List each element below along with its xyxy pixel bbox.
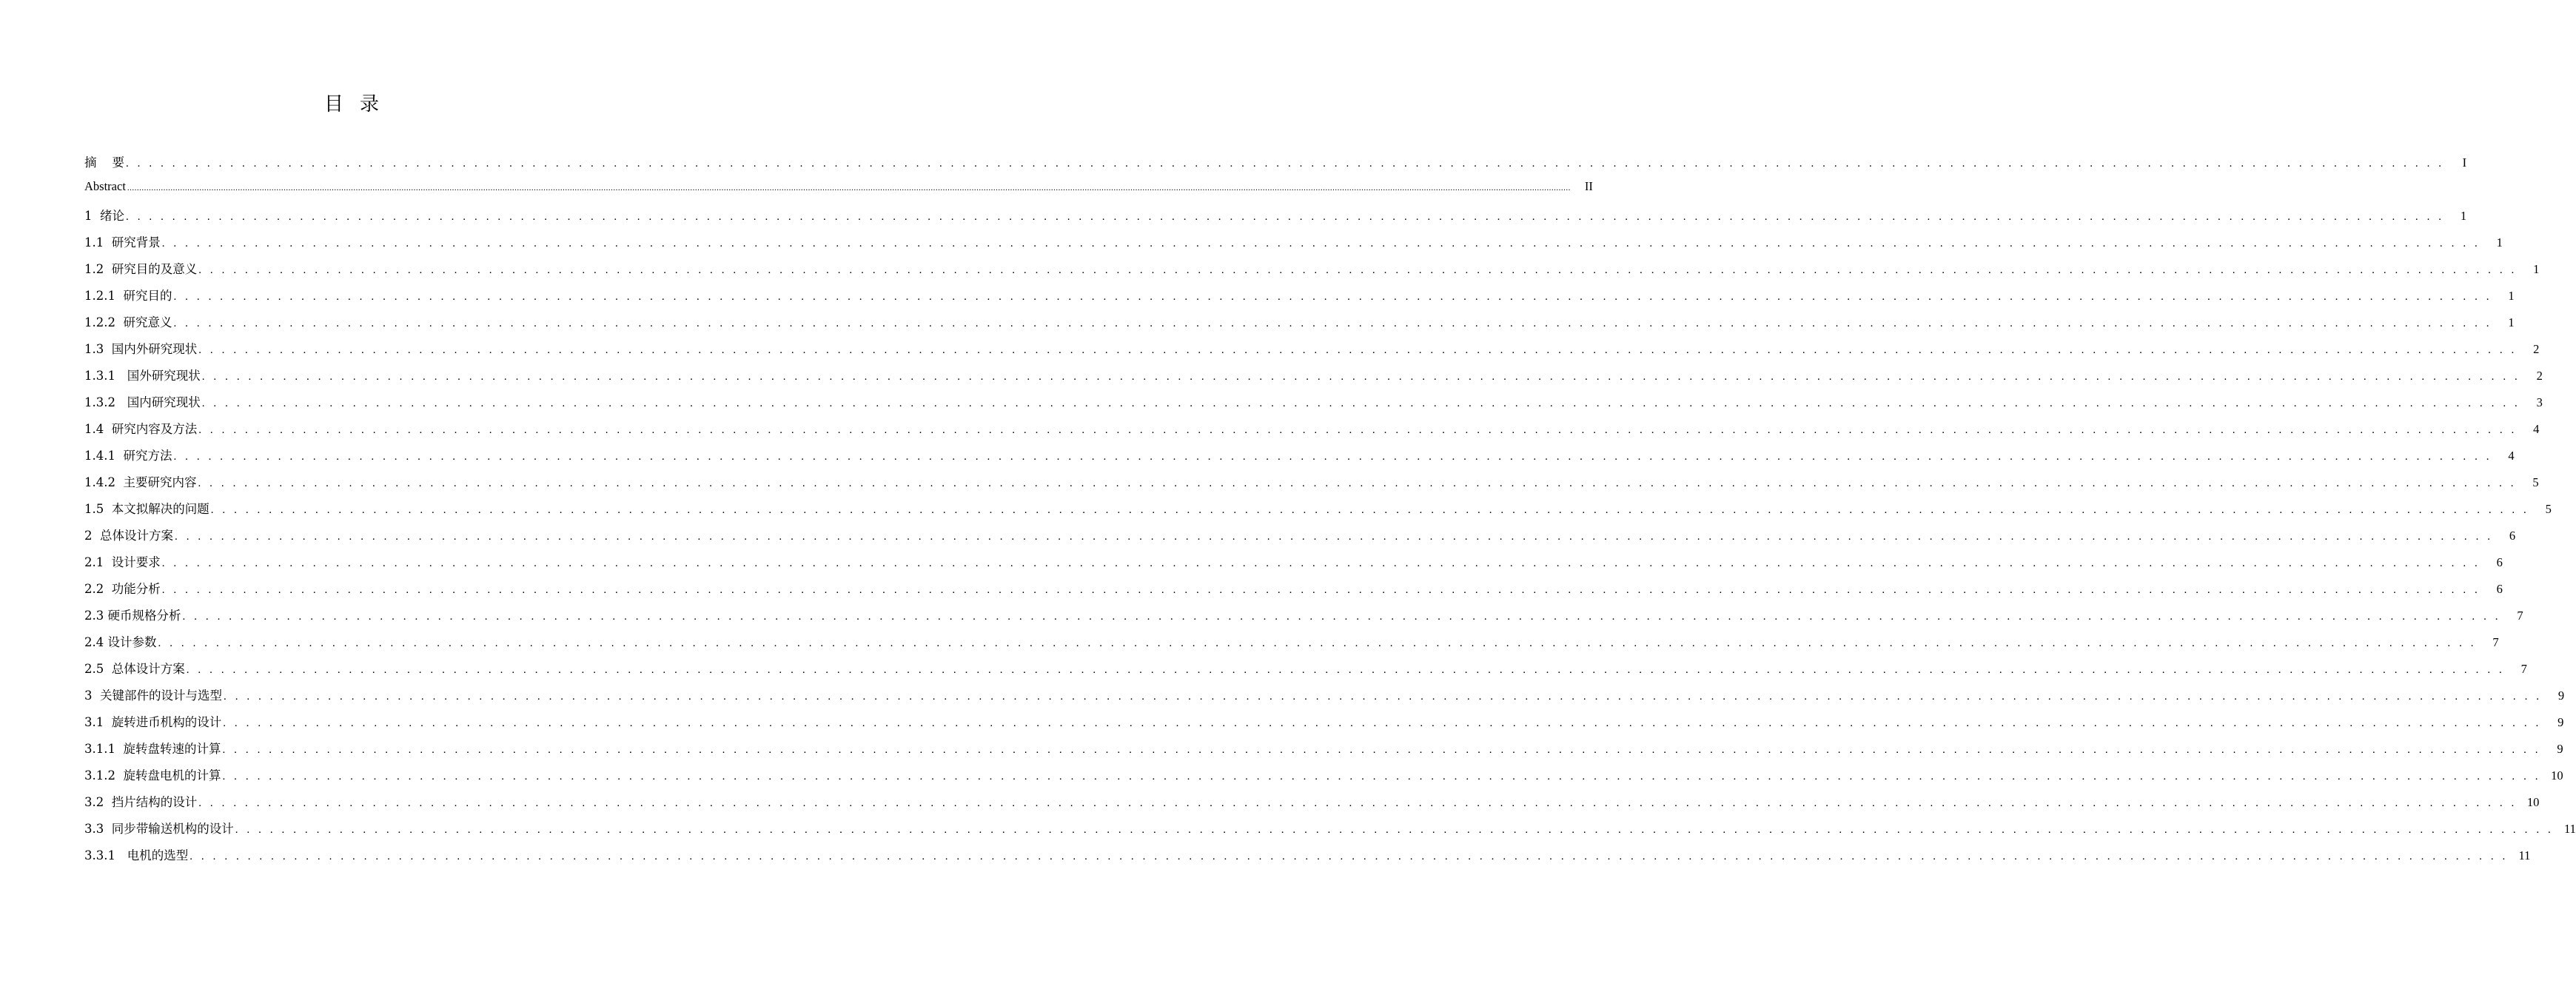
toc-entry[interactable] bbox=[84, 606, 2523, 632]
toc-entry[interactable] bbox=[84, 312, 2515, 339]
toc-entry[interactable] bbox=[84, 552, 2503, 579]
toc-dot-leader: . . . . . . . . . . . . . . . . . . . . . . . . . . . . . . . . . . . . . . . . . . . . . . . . . . . . . . . . . . . . . . . . . . . . . . . . . . . . . . . . . . . . . . . . . . . . . . . . . . . . . . . . . . . . . . . . . . . . . . . . . . . . . . . . . . . . . . . . . . . . . . . . . . . . . . . . . . . . . . . . . . . . . . . . . . . . . . . . . . . . . . . . . . . . . . . . . . . . . . . . bbox=[189, 851, 2509, 862]
toc-entry-label: 3.3.1 电机的选型 bbox=[84, 848, 189, 862]
toc-entry[interactable] bbox=[84, 232, 2503, 259]
toc-entry-page-number: 9 bbox=[2557, 689, 2565, 703]
toc-entry-page-number: 1 bbox=[2533, 262, 2540, 276]
toc-dot-leader: . . . . . . . . . . . . . . . . . . . . . . . . . . . . . . . . . . . . . . . . . . . . . . . . . . . . . . . . . . . . . . . . . . . . . . . . . . . . . . . . . . . . . . . . . . . . . . . . . . . . . . . . . . . . . . . . . . . . . . . . . . . . . . . . . . . . . . . . . . . . . . . . . . . . . . . . . . . . . . . . . . . . . . . . . . . . . . . . . . . . . . . . . . . . . . . . . . . . . . . . bbox=[158, 637, 2477, 649]
toc-entry-page-number: 10 bbox=[2551, 768, 2563, 783]
toc-entry[interactable] bbox=[84, 632, 2499, 659]
toc-entry-label: 1.4 研究内容及方法 bbox=[84, 422, 198, 436]
toc-entry-label: 1.2 研究目的及意义 bbox=[84, 262, 198, 276]
toc-entry[interactable] bbox=[84, 845, 2531, 872]
toc-entry[interactable] bbox=[84, 419, 2540, 446]
toc-entry-label: 2.2 功能分析 bbox=[84, 582, 161, 596]
toc-dot-leader: . . . . . . . . . . . . . . . . . . . . . . . . . . . . . . . . . . . . . . . . . . . . . . . . . . . . . . . . . . . . . . . . . . . . . . . . . . . . . . . . . . . . . . . . . . . . . . . . . . . . . . . . . . . . . . . . . . . . . . . . . . . . . . . . . . . . . . . . . . . . . . . . . . . . . . . . . . . . . . . . . . . . . . . . . . . . . . . . . . . . . . . . . . . . . . . . . . . . . . . . bbox=[161, 584, 2481, 596]
toc-title-char-1: 目 bbox=[323, 93, 343, 115]
toc-entry-page-number: 6 bbox=[2496, 582, 2503, 596]
toc-entry-page-number: 1 bbox=[2496, 235, 2503, 249]
toc-entry-page-number: 1 bbox=[2508, 289, 2515, 303]
toc-entry[interactable] bbox=[84, 206, 2467, 232]
toc-dot-leader: . . . . . . . . . . . . . . . . . . . . . . . . . . . . . . . . . . . . . . . . . . . . . . . . . . . . . . . . . . . . . . . . . . . . . . . . . . . . . . . . . . . . . . . . . . . . . . . . . . . . . . . . . . . . . . . . . . . . . . . . . . . . . . . . . . . . . . . . . . . . . . . . . . . . . . . . . . . . . . . . . . . . . . . . . . . . . . . . . . . . . . . . . . . . . . . . . . . . . . . . bbox=[175, 531, 2494, 543]
toc-entry[interactable] bbox=[84, 792, 2540, 819]
toc-dot-leader: . . . . . . . . . . . . . . . . . . . . . . . . . . . . . . . . . . . . . . . . . . . . . . . . . . . . . . . . . . . . . . . . . . . . . . . . . . . . . . . . . . . . . . . . . . . . . . . . . . . . . . . . . . . . . . . . . . . . . . . . . . . . . . . . . . . . . . . . . . . . . . . . . . . . . . . . . . . . . . . . . . . . . . . . . . . . . . . . . . . . . . . . . . . . . . . . . . . . . . . . bbox=[173, 451, 2492, 463]
toc-entry[interactable] bbox=[84, 579, 2503, 606]
toc-title bbox=[0, 89, 703, 116]
toc-entry[interactable] bbox=[84, 819, 2576, 845]
toc-entry-label: 1.2.1 研究目的 bbox=[84, 289, 172, 303]
toc-entry[interactable] bbox=[84, 765, 2563, 792]
toc-entry[interactable] bbox=[84, 392, 2543, 419]
toc-entry[interactable] bbox=[84, 286, 2515, 312]
toc-entry-page-number: I bbox=[2462, 155, 2467, 170]
toc-entry-label: 1.1 研究背景 bbox=[84, 235, 161, 249]
toc-entry[interactable] bbox=[84, 472, 2539, 499]
toc-dot-leader: . . . . . . . . . . . . . . . . . . . . . . . . . . . . . . . . . . . . . . . . . . . . . . . . . . . . . . . . . . . . . . . . . . . . . . . . . . . . . . . . . . . . . . . . . . . . . . . . . . . . . . . . . . . . . . . . . . . . . . . . . . . . . . . . . . . . . . . . . . . . . . . . . . . . . . . . . . . . . . . . . . . . . . . . . . . . . . . . . . . . . . . . . . . . . . . . . . . . . . . . bbox=[201, 398, 2520, 409]
table-of-contents bbox=[84, 153, 2576, 872]
toc-entry-page-number: 2 bbox=[2536, 369, 2543, 383]
toc-entry-label: 2 总体设计方案 bbox=[84, 529, 173, 543]
toc-entry-label: 2.1 设计要求 bbox=[84, 555, 161, 569]
toc-entry-label: 3 关键部件的设计与选型 bbox=[84, 689, 222, 703]
toc-entry-label: 1.5 本文拟解决的问题 bbox=[84, 502, 209, 516]
toc-entry-page-number: II bbox=[1584, 179, 1593, 193]
toc-entry-page-number: 10 bbox=[2526, 795, 2540, 809]
toc-entry-label: 3.2 挡片结构的设计 bbox=[84, 795, 198, 809]
toc-dot-leader: . . . . . . . . . . . . . . . . . . . . . . . . . . . . . . . . . . . . . . . . . . . . . . . . . . . . . . . . . . . . . . . . . . . . . . . . . . . . . . . . . . . . . . . . . . . . . . . . . . . . . . . . . . . . . . . . . . . . . . . . . . . . . . . . . . . . . . . . . . . . . . . . . . . . . . . . . . . . . . . . . . . . . . . . . . . . . . . . . . . . . . . . . . . . . . . . . . . . . . . . bbox=[198, 797, 2518, 809]
toc-entry[interactable] bbox=[84, 446, 2515, 472]
toc-dot-leader: . . . . . . . . . . . . . . . . . . . . . . . . . . . . . . . . . . . . . . . . . . . . . . . . . . . . . . . . . . . . . . . . . . . . . . . . . . . . . . . . . . . . . . . . . . . . . . . . . . . . . . . . . . . . . . . . . . . . . . . . . . . . . . . . . . . . . . . . . . . . . . . . . . . . . . . . . . . . . . . . . . . . . . . . . . . . . . . . . . . . . . . . . . . . . . . . . . . . . . . . bbox=[125, 158, 2445, 170]
toc-entry[interactable] bbox=[84, 739, 2563, 765]
toc-dot-leader: . . . . . . . . . . . . . . . . . . . . . . . . . . . . . . . . . . . . . . . . . . . . . . . . . . . . . . . . . . . . . . . . . . . . . . . . . . . . . . . . . . . . . . . . . . . . . . . . . . . . . . . . . . . . . . . . . . . . . . . . . . . . . . . . . . . . . . . . . . . . . . . . . . . . . . . . . . . . . . . . . . . . . . . . . . . . . . . . . . . . . . . . . . . . . . . . . . . . . . . . bbox=[173, 291, 2492, 303]
toc-entry-label: 3.1.2 旋转盘电机的计算 bbox=[84, 768, 221, 783]
toc-dot-leader: . . . . . . . . . . . . . . . . . . . . . . . . . . . . . . . . . . . . . . . . . . . . . . . . . . . . . . . . . . . . . . . . . . . . . . . . . . . . . . . . . . . . . . . . . . . . . . . . . . . . . . . . . . . . . . . . . . . . . . . . . . . . . . . . . . . . . . . . . . . . . . . . . . . . . . . . . . . . . . . . . . . . . . . . . . . . . . . . . . . . . . . . . . . . . . . . . . . . . . . . bbox=[224, 691, 2543, 703]
toc-entry-page-number: 7 bbox=[2492, 635, 2499, 649]
toc-entry-page-number: 6 bbox=[2496, 555, 2503, 569]
toc-dot-leader: . . . . . . . . . . . . . . . . . . . . . . . . . . . . . . . . . . . . . . . . . . . . . . . . . . . . . . . . . . . . . . . . . . . . . . . . . . . . . . . . . . . . . . . . . . . . . . . . . . . . . . . . . . . . . . . . . . . . . . . . . . . . . . . . . . . . . . . . . . . . . . . . . . . . . . . . . . . . . . . . . . . . . . . . . . . . . . . . . . . . . . . . . . . . . . . . . . . . . . . . bbox=[186, 664, 2505, 676]
toc-entry-label: Abstract bbox=[84, 179, 126, 193]
toc-entry-page-number: 5 bbox=[2545, 502, 2552, 516]
toc-entry-label: 1.3.1 国外研究现状 bbox=[84, 369, 201, 383]
toc-entry-label: 1 绪论 bbox=[84, 209, 124, 223]
toc-dot-leader: . . . . . . . . . . . . . . . . . . . . . . . . . . . . . . . . . . . . . . . . . . . . . . . . . . . . . . . . . . . . . . . . . . . . . . . . . . . . . . . . . . . . . . . . . . . . . . . . . . . . . . . . . . . . . . . . . . . . . . . . . . . . . . . . . . . . . . . . . . . . . . . . . . . . . . . . . . . . . . . . . . . . . . . . . . . . . . . . . . . . . . . . . . . . . . . . . . . . . . . . bbox=[126, 211, 2445, 223]
toc-dot-leader: . . . . . . . . . . . . . . . . . . . . . . . . . . . . . . . . . . . . . . . . . . . . . . . . . . . . . . . . . . . . . . . . . . . . . . . . . . . . . . . . . . . . . . . . . . . . . . . . . . . . . . . . . . . . . . . . . . . . . . . . . . . . . . . . . . . . . . . . . . . . . . . . . . . . . . . . . . . . . . . . . . . . . . . . . . . . . . . . . . . . . . . . . . . . . . . . . . . . . . . . bbox=[201, 371, 2520, 383]
toc-entry[interactable] bbox=[84, 339, 2540, 366]
toc-entry-page-number: 7 bbox=[2517, 609, 2523, 623]
toc-entry-page-number: 3 bbox=[2536, 395, 2543, 409]
toc-dot-leader: . . . . . . . . . . . . . . . . . . . . . . . . . . . . . . . . . . . . . . . . . . . . . . . . . . . . . . . . . . . . . . . . . . . . . . . . . . . . . . . . . . . . . . . . . . . . . . . . . . . . . . . . . . . . . . . . . . . . . . . . . . . . . . . . . . . . . . . . . . . . . . . . . . . . . . . . . . . . . . . . . . . . . . . . . . . . . . . . . . . . . . . . . . . . . . . . . . . . . . . . bbox=[161, 557, 2481, 569]
toc-entry-page-number: 1 bbox=[2508, 315, 2515, 329]
toc-dot-leader: . . . . . . . . . . . . . . . . . . . . . . . . . . . . . . . . . . . . . . . . . . . . . . . . . . . . . . . . . . . . . . . . . . . . . . . . . . . . . . . . . . . . . . . . . . . . . . . . . . . . . . . . . . . . . . . . . . . . . . . . . . . . . . . . . . . . . . . . . . . . . . . . . . . . . . . . . . . . . . . . . . . . . . . . . . . . . . . . . . . . . . . . . . . . . . . . . . . . . . . . bbox=[198, 264, 2518, 276]
toc-dot-leader: . . . . . . . . . . . . . . . . . . . . . . . . . . . . . . . . . . . . . . . . . . . . . . . . . . . . . . . . . . . . . . . . . . . . . . . . . . . . . . . . . . . . . . . . . . . . . . . . . . . . . . . . . . . . . . . . . . . . . . . . . . . . . . . . . . . . . . . . . . . . . . . . . . . . . . . . . . . . . . . . . . . . . . . . . . . . . . . . . . . . . . . . . . . . . . . . . . . . . . . . bbox=[222, 771, 2541, 783]
toc-entry[interactable] bbox=[84, 526, 2516, 552]
toc-dot-leader: . . . . . . . . . . . . . . . . . . . . . . . . . . . . . . . . . . . . . . . . . . . . . . . . . . . . . . . . . . . . . . . . . . . . . . . . . . . . . . . . . . . . . . . . . . . . . . . . . . . . . . . . . . . . . . . . . . . . . . . . . . . . . . . . . . . . . . . . . . . . . . . . . . . . . . . . . . . . . . . . . . . . . . . . . . . . . . . . . . . . . . . . . . . . . . . . . . . . . . . . bbox=[198, 478, 2517, 489]
toc-entry-label: 2.4 设计参数 bbox=[84, 635, 157, 649]
toc-entry[interactable] bbox=[84, 659, 2527, 686]
toc-dot-leader: . . . . . . . . . . . . . . . . . . . . . . . . . . . . . . . . . . . . . . . . . . . . . . . . . . . . . . . . . . . . . . . . . . . . . . . . . . . . . . . . . . . . . . . . . . . . . . . . . . . . . . . . . . . . . . . . . . . . . . . . . . . . . . . . . . . . . . . . . . . . . . . . . . . . . . . . . . . . . . . . . . . . . . . . . . . . . . . . . . . . . . . . . . . . . . . . . . . . . . . . bbox=[223, 717, 2542, 729]
toc-entry[interactable] bbox=[84, 499, 2552, 526]
toc-entry-page-number: 4 bbox=[2533, 422, 2540, 436]
toc-entry[interactable] bbox=[84, 153, 2467, 179]
toc-entry-page-number: 9 bbox=[2557, 715, 2564, 729]
toc-dot-leader: . . . . . . . . . . . . . . . . . . . . . . . . . . . . . . . . . . . . . . . . . . . . . . . . . . . . . . . . . . . . . . . . . . . . . . . . . . . . . . . . . . . . . . . . . . . . . . . . . . . . . . . . . . . . . . . . . . . . . . . . . . . . . . . . . . . . . . . . . . . . . . . . . . . . . . . . . . . . . . . . . . . . . . . . . . . . . . . . . . . . . . . . . . . . . . . . . . . . . . . . bbox=[210, 504, 2529, 516]
toc-entry-page-number: 5 bbox=[2532, 475, 2539, 489]
toc-entry-page-number: 4 bbox=[2508, 449, 2515, 463]
toc-entry-label: 1.3.2 国内研究现状 bbox=[84, 395, 201, 409]
toc-entry[interactable] bbox=[84, 259, 2540, 286]
toc-dot-leader: ........................................................................................................................................................................................................................................................................................................................................................................................................................................................................................................................................................................................................................ bbox=[127, 184, 1571, 192]
toc-entry[interactable] bbox=[84, 179, 1593, 206]
toc-dot-leader: . . . . . . . . . . . . . . . . . . . . . . . . . . . . . . . . . . . . . . . . . . . . . . . . . . . . . . . . . . . . . . . . . . . . . . . . . . . . . . . . . . . . . . . . . . . . . . . . . . . . . . . . . . . . . . . . . . . . . . . . . . . . . . . . . . . . . . . . . . . . . . . . . . . . . . . . . . . . . . . . . . . . . . . . . . . . . . . . . . . . . . . . . . . . . . . . . . . . . . . . bbox=[182, 611, 2501, 623]
toc-entry-page-number: 11 bbox=[2518, 848, 2531, 862]
toc-entry-page-number: 9 bbox=[2557, 742, 2563, 756]
toc-entry-label: 1.2.2 研究意义 bbox=[84, 315, 172, 329]
toc-entry-page-number: 1 bbox=[2460, 209, 2467, 223]
toc-entry-label: 3.1 旋转进币机构的设计 bbox=[84, 715, 222, 729]
toc-entry-label: 2.3 硬币规格分析 bbox=[84, 609, 181, 623]
toc-dot-leader: . . . . . . . . . . . . . . . . . . . . . . . . . . . . . . . . . . . . . . . . . . . . . . . . . . . . . . . . . . . . . . . . . . . . . . . . . . . . . . . . . . . . . . . . . . . . . . . . . . . . . . . . . . . . . . . . . . . . . . . . . . . . . . . . . . . . . . . . . . . . . . . . . . . . . . . . . . . . . . . . . . . . . . . . . . . . . . . . . . . . . . . . . . . . . . . . . . . . . . . . bbox=[235, 824, 2554, 836]
toc-dot-leader: . . . . . . . . . . . . . . . . . . . . . . . . . . . . . . . . . . . . . . . . . . . . . . . . . . . . . . . . . . . . . . . . . . . . . . . . . . . . . . . . . . . . . . . . . . . . . . . . . . . . . . . . . . . . . . . . . . . . . . . . . . . . . . . . . . . . . . . . . . . . . . . . . . . . . . . . . . . . . . . . . . . . . . . . . . . . . . . . . . . . . . . . . . . . . . . . . . . . . . . . bbox=[198, 344, 2518, 356]
toc-entry-label: 摘 要 bbox=[84, 155, 124, 170]
toc-entry-page-number: 11 bbox=[2564, 822, 2576, 836]
toc-entry-page-number: 2 bbox=[2533, 342, 2540, 356]
toc-entry-label: 1.4.2 主要研究内容 bbox=[84, 475, 197, 489]
toc-entry[interactable] bbox=[84, 366, 2543, 392]
toc-dot-leader: . . . . . . . . . . . . . . . . . . . . . . . . . . . . . . . . . . . . . . . . . . . . . . . . . . . . . . . . . . . . . . . . . . . . . . . . . . . . . . . . . . . . . . . . . . . . . . . . . . . . . . . . . . . . . . . . . . . . . . . . . . . . . . . . . . . . . . . . . . . . . . . . . . . . . . . . . . . . . . . . . . . . . . . . . . . . . . . . . . . . . . . . . . . . . . . . . . . . . . . . bbox=[161, 238, 2481, 249]
toc-entry-label: 3.1.1 旋转盘转速的计算 bbox=[84, 742, 221, 756]
toc-dot-leader: . . . . . . . . . . . . . . . . . . . . . . . . . . . . . . . . . . . . . . . . . . . . . . . . . . . . . . . . . . . . . . . . . . . . . . . . . . . . . . . . . . . . . . . . . . . . . . . . . . . . . . . . . . . . . . . . . . . . . . . . . . . . . . . . . . . . . . . . . . . . . . . . . . . . . . . . . . . . . . . . . . . . . . . . . . . . . . . . . . . . . . . . . . . . . . . . . . . . . . . . bbox=[222, 744, 2541, 756]
toc-entry[interactable] bbox=[84, 712, 2564, 739]
toc-title-char-2: 录 bbox=[360, 93, 380, 115]
toc-dot-leader: . . . . . . . . . . . . . . . . . . . . . . . . . . . . . . . . . . . . . . . . . . . . . . . . . . . . . . . . . . . . . . . . . . . . . . . . . . . . . . . . . . . . . . . . . . . . . . . . . . . . . . . . . . . . . . . . . . . . . . . . . . . . . . . . . . . . . . . . . . . . . . . . . . . . . . . . . . . . . . . . . . . . . . . . . . . . . . . . . . . . . . . . . . . . . . . . . . . . . . . . bbox=[198, 424, 2518, 436]
toc-entry-page-number: 7 bbox=[2520, 662, 2527, 676]
toc-entry-page-number: 6 bbox=[2509, 529, 2516, 543]
toc-entry-label: 2.5 总体设计方案 bbox=[84, 662, 185, 676]
toc-dot-leader: . . . . . . . . . . . . . . . . . . . . . . . . . . . . . . . . . . . . . . . . . . . . . . . . . . . . . . . . . . . . . . . . . . . . . . . . . . . . . . . . . . . . . . . . . . . . . . . . . . . . . . . . . . . . . . . . . . . . . . . . . . . . . . . . . . . . . . . . . . . . . . . . . . . . . . . . . . . . . . . . . . . . . . . . . . . . . . . . . . . . . . . . . . . . . . . . . . . . . . . . bbox=[173, 318, 2492, 329]
toc-entry-label: 1.3 国内外研究现状 bbox=[84, 342, 198, 356]
toc-entry-label: 3.3 同步带输送机构的设计 bbox=[84, 822, 234, 836]
toc-entry[interactable] bbox=[84, 686, 2565, 712]
toc-entry-label: 1.4.1 研究方法 bbox=[84, 449, 172, 463]
